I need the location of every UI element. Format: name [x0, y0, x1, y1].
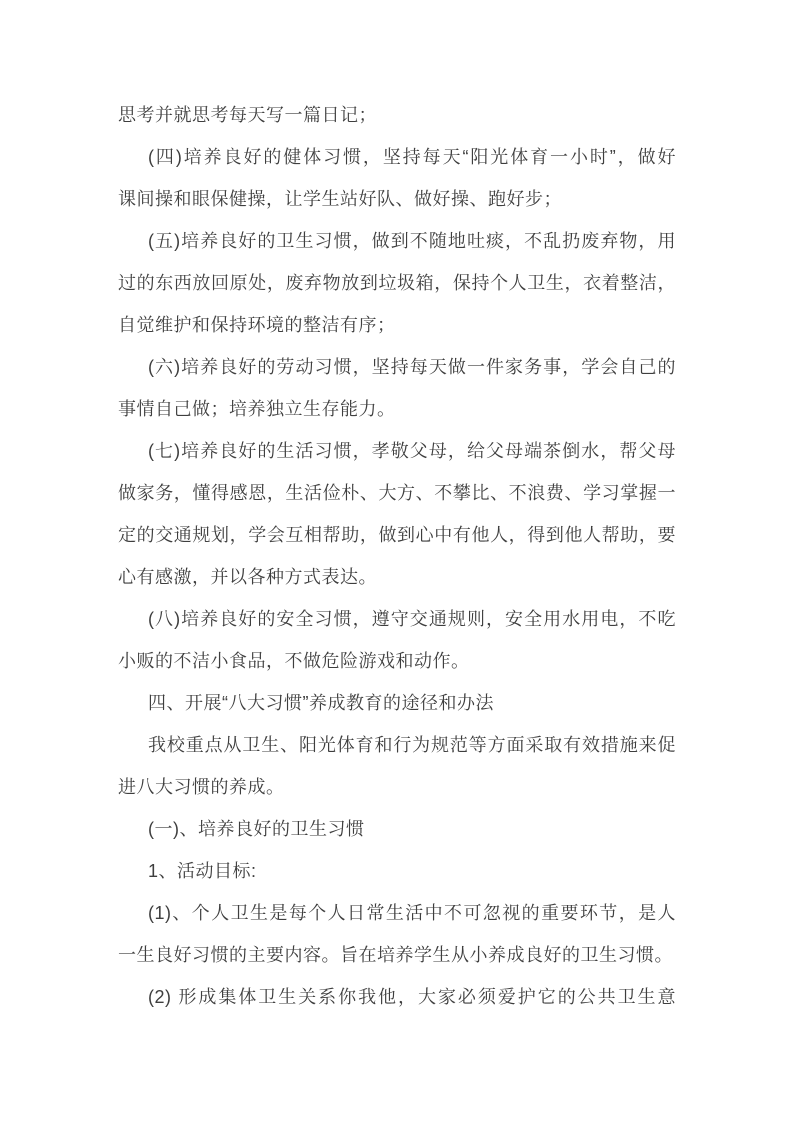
text-line: 我校重点从卫生、阳光体育和行为规范等方面采取有效措施来促 [148, 735, 676, 755]
text-line: 四、开展“八大习惯”养成教育的途径和办法 [148, 693, 494, 713]
text-line: (七)培养良好的生活习惯，孝敬父母，给父母端茶倒水，帮父母 [148, 441, 676, 461]
text-line: 过的东西放回原处，废弃物放到垃圾箱，保持个人卫生，衣着整洁， [118, 273, 676, 293]
text-line: 做家务，懂得感恩，生活俭朴、大方、不攀比、不浪费、学习掌握一 [118, 483, 676, 503]
text-line: 事情自己做；培养独立生存能力。 [118, 399, 396, 419]
text-line: (五)培养良好的卫生习惯，做到不随地吐痰，不乱扔废弃物，用 [148, 231, 676, 251]
text-line: (一)、培养良好的卫生习惯 [148, 819, 365, 839]
text-line: 一生良好习惯的主要内容。旨在培养学生从小养成良好的卫生习惯。 [118, 945, 673, 965]
text-line: (八)培养良好的安全习惯，遵守交通规则，安全用水用电，不吃 [148, 609, 676, 629]
text-line: (1)、个人卫生是每个人日常生活中不可忽视的重要环节，是人 [148, 903, 676, 923]
text-line: 思考并就思考每天写一篇日记； [118, 105, 377, 125]
text-line: (六)培养良好的劳动习惯，坚持每天做一件家务事，学会自己的 [148, 357, 676, 377]
text-line: (2) 形成集体卫生关系你我他，大家必须爱护它的公共卫生意 [148, 987, 676, 1007]
text-line: 自觉维护和保持环境的整洁有序； [118, 315, 396, 335]
document-body [118, 94, 676, 1018]
text-line: 定的交通规划，学会互相帮助，做到心中有他人，得到他人帮助，要 [118, 525, 676, 545]
text-line: 课间操和眼保健操，让学生站好队、做好操、跑好步； [118, 189, 562, 209]
text-line: 1、活动目标: [148, 861, 257, 881]
text-line: 心有感激，并以各种方式表达。 [118, 567, 377, 587]
text-line: 小贩的不洁小食品，不做危险游戏和动作。 [118, 651, 470, 671]
text-line: (四)培养良好的健体习惯，坚持每天“阳光体育一小时”，做好 [148, 147, 676, 167]
text-line: 进八大习惯的养成。 [118, 777, 285, 797]
